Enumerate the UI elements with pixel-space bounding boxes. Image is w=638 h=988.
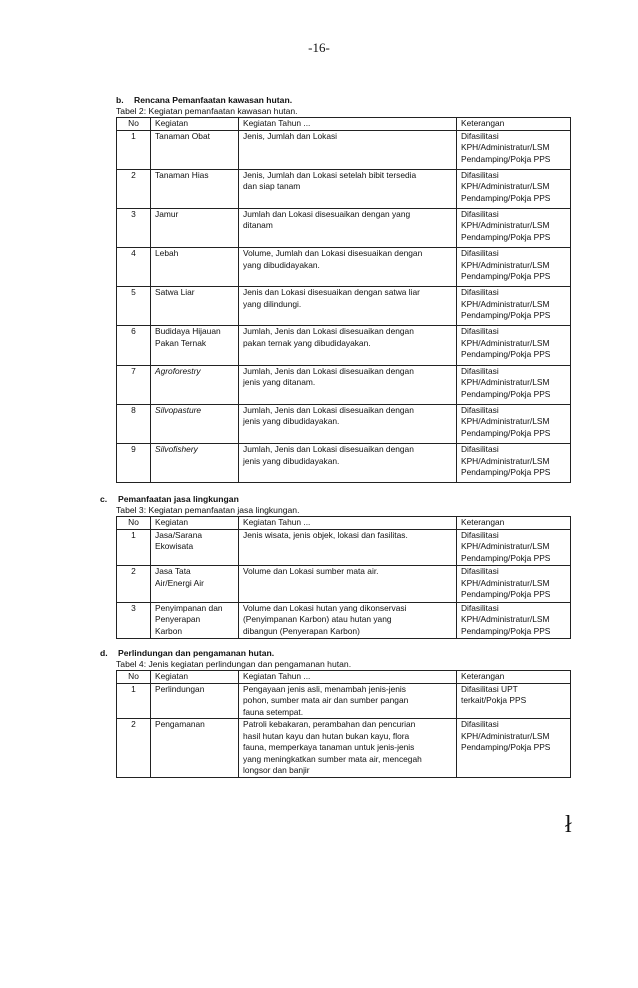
table-row xyxy=(117,683,571,719)
activity-cell xyxy=(151,444,239,483)
column-header: Kegiatan Tahun ... xyxy=(239,671,457,684)
cell-line: Jumlah, Jenis dan Lokasi disesuaikan dengan xyxy=(243,444,414,454)
remarks-cell xyxy=(457,287,571,326)
cell-line: Silvopasture xyxy=(155,404,202,415)
cell-line: Jasa Tata xyxy=(155,566,191,576)
column-header: Kegiatan Tahun ... xyxy=(239,517,457,530)
column-header: No xyxy=(117,517,151,530)
cell-line: Tanaman Hias xyxy=(155,169,209,180)
cell-line: jenis yang dibudidayakan. xyxy=(243,455,340,466)
row-number: 1 xyxy=(117,683,151,719)
cell-line: Difasilitasi xyxy=(461,169,499,180)
cell-line: yang dilindungi. xyxy=(243,298,302,309)
table-row xyxy=(117,602,571,639)
cell-line: Jasa/Sarana xyxy=(155,529,203,540)
cell-line: KPH/Administratur/LSM xyxy=(461,220,550,231)
remarks-cell xyxy=(457,404,571,443)
cell-line: Jenis, Jumlah dan Lokasi setelah bibit tersedia xyxy=(243,169,417,180)
table-header-row xyxy=(117,671,571,684)
cell-line: yang meningkatkan sumber mata air, mencegah xyxy=(243,753,422,764)
annual-activity-cell xyxy=(239,683,457,719)
column-header: Kegiatan xyxy=(151,517,239,530)
cell-line: Agroforestry xyxy=(155,365,201,376)
activity-cell xyxy=(151,208,239,247)
row-number: 2 xyxy=(117,566,151,603)
row-number: 2 xyxy=(117,169,151,208)
activity-cell xyxy=(151,248,239,287)
cell-line: Jumlah, Jenis dan Lokasi disesuaikan dengan xyxy=(243,365,414,376)
table-row xyxy=(117,365,571,404)
cell-line: Difasilitasi xyxy=(461,326,499,337)
row-number: 9 xyxy=(117,444,151,483)
annual-activity-cell xyxy=(239,529,457,566)
table-row xyxy=(117,130,571,169)
cell-line: hasil hutan kayu dan hutan bukan kayu, flora xyxy=(243,730,410,741)
annual-activity-cell xyxy=(239,404,457,443)
activity-cell xyxy=(151,365,239,404)
remarks-cell xyxy=(457,602,571,639)
cell-line: KPH/Administratur/LSM xyxy=(461,181,550,192)
cell-line: ditanam xyxy=(243,220,273,231)
annual-activity-cell xyxy=(239,566,457,603)
column-header: Kegiatan xyxy=(151,118,239,131)
column-header: Keterangan xyxy=(457,118,571,131)
row-number: 1 xyxy=(117,130,151,169)
table-caption: Tabel 4: Jenis kegiatan perlindungan dan pengamanan hutan. xyxy=(116,659,352,669)
section-title-text: Rencana Pemanfaatan kawasan hutan. xyxy=(134,95,293,105)
cell-line: KPH/Administratur/LSM xyxy=(461,377,550,388)
section-b xyxy=(116,95,571,483)
cell-line: Difasilitasi xyxy=(461,529,499,540)
cell-line: Jumlah, Jenis dan Lokasi disesuaikan dengan xyxy=(243,404,414,415)
cell-line: Budidaya Hijauan xyxy=(155,326,221,337)
cell-line: Silvofishery xyxy=(155,444,198,454)
section-title xyxy=(100,494,571,505)
cell-line: KPH/Administratur/LSM xyxy=(461,337,550,348)
cell-line: Jenis wisata, jenis objek, lokasi dan fasilitas. xyxy=(243,529,408,540)
activity-cell xyxy=(151,169,239,208)
table-row xyxy=(117,529,571,566)
cell-line: KPH/Administratur/LSM xyxy=(461,541,550,551)
remarks-cell xyxy=(457,326,571,365)
cell-line: longsor dan banjir xyxy=(243,765,310,775)
column-header: No xyxy=(117,118,151,131)
cell-line: KPH/Administratur/LSM xyxy=(461,259,550,270)
section-c xyxy=(100,494,571,639)
row-number: 3 xyxy=(117,208,151,247)
activity-cell xyxy=(151,602,239,639)
section-marker: b. xyxy=(116,95,124,105)
cell-line: Pendamping/Pokja PPS xyxy=(461,192,551,203)
cell-line: (Penyimpanan Karbon) atau hutan yang xyxy=(243,614,392,624)
activity-table xyxy=(116,670,571,778)
annual-activity-cell xyxy=(239,130,457,169)
cell-line: Pendamping/Pokja PPS xyxy=(461,231,551,242)
cell-line: Pendamping/Pokja PPS xyxy=(461,625,551,636)
cell-line: Volume dan Lokasi sumber mata air. xyxy=(243,566,379,576)
cell-line: Jumlah dan Lokasi disesuaikan dengan yang xyxy=(243,208,411,219)
cell-line: Difasilitasi xyxy=(461,404,499,415)
cell-line: Volume dan Lokasi hutan yang dikonservasi xyxy=(243,602,407,613)
activity-cell xyxy=(151,683,239,719)
cell-line: Pakan Ternak xyxy=(155,337,207,348)
cell-line: Difasilitasi xyxy=(461,248,499,259)
section-title xyxy=(100,648,571,659)
cell-line: Difasilitasi xyxy=(461,719,499,729)
cell-line: Difasilitasi xyxy=(461,208,499,219)
cell-line: Difasilitasi xyxy=(461,287,499,298)
table-header-row xyxy=(117,517,571,530)
annual-activity-cell xyxy=(239,169,457,208)
row-number: 7 xyxy=(117,365,151,404)
section-marker: d. xyxy=(100,648,108,658)
cell-line: Pendamping/Pokja PPS xyxy=(461,427,551,438)
section-title-text: Perlindungan dan pengamanan hutan. xyxy=(118,648,275,658)
cell-line: Lebah xyxy=(155,248,179,259)
table-caption: Tabel 2: Kegiatan pemanfaatan kawasan hutan. xyxy=(116,106,298,116)
table-row xyxy=(117,169,571,208)
cell-line: Volume, Jumlah dan Lokasi disesuaikan dengan xyxy=(243,248,423,259)
cell-line: fauna, memperkaya tanaman untuk jenis-jenis xyxy=(243,742,415,752)
activity-cell xyxy=(151,719,239,778)
cell-line: Pendamping/Pokja PPS xyxy=(461,742,551,752)
column-header: Keterangan xyxy=(457,671,571,684)
row-number: 8 xyxy=(117,404,151,443)
activity-cell xyxy=(151,130,239,169)
table-row xyxy=(117,719,571,778)
cell-line: Tanaman Obat xyxy=(155,130,210,141)
cell-line: yang dibudidayakan. xyxy=(243,259,320,270)
remarks-cell xyxy=(457,130,571,169)
annual-activity-cell xyxy=(239,719,457,778)
cell-line: KPH/Administratur/LSM xyxy=(461,455,550,466)
remarks-cell xyxy=(457,365,571,404)
cell-line: dibangun (Penyerapan Karbon) xyxy=(243,625,360,636)
cell-line: KPH/Administratur/LSM xyxy=(461,730,550,741)
cell-line: Jumlah, Jenis dan Lokasi disesuaikan dengan xyxy=(243,326,414,337)
row-number: 2 xyxy=(117,719,151,778)
cell-line: Pengamanan xyxy=(155,719,205,729)
cell-line: Pendamping/Pokja PPS xyxy=(461,310,551,321)
section-d xyxy=(100,648,571,778)
cell-line: Pendamping/Pokja PPS xyxy=(461,552,551,563)
cell-line: Pendamping/Pokja PPS xyxy=(461,153,551,164)
cell-line: jenis yang ditanam. xyxy=(243,377,316,388)
column-header: Kegiatan xyxy=(151,671,239,684)
activity-cell xyxy=(151,529,239,566)
cell-line: jenis yang dibudidayakan. xyxy=(243,416,340,427)
cell-line: Pendamping/Pokja PPS xyxy=(461,388,551,399)
cell-line: Difasilitasi xyxy=(461,130,499,141)
cell-line: Pendamping/Pokja PPS xyxy=(461,467,551,477)
cell-line: KPH/Administratur/LSM xyxy=(461,614,550,624)
cell-line: pohon, sumber mata air dan sumber pangan xyxy=(243,695,409,705)
table-row xyxy=(117,326,571,365)
section-title-text: Pemanfaatan jasa lingkungan xyxy=(118,494,239,504)
cell-line: Difasilitasi xyxy=(461,444,499,454)
section-marker: c. xyxy=(100,494,108,504)
annual-activity-cell xyxy=(239,248,457,287)
remarks-cell xyxy=(457,719,571,778)
table-caption: Tabel 3: Kegiatan pemanfaatan jasa lingkungan. xyxy=(116,505,300,515)
cell-line: Satwa Liar xyxy=(155,287,195,298)
cell-line: Difasilitasi xyxy=(461,602,499,613)
remarks-cell xyxy=(457,248,571,287)
cell-line: pakan ternak yang dibudidayakan. xyxy=(243,337,371,348)
table-row xyxy=(117,404,571,443)
cell-line: Penyerapan xyxy=(155,614,201,624)
cell-line: Karbon xyxy=(155,625,183,636)
remarks-cell xyxy=(457,529,571,566)
annual-activity-cell xyxy=(239,365,457,404)
annual-activity-cell xyxy=(239,602,457,639)
cell-line: Difasilitasi xyxy=(461,566,499,576)
cell-line: Difasilitasi xyxy=(461,365,499,376)
table-row xyxy=(117,248,571,287)
column-header: Keterangan xyxy=(457,517,571,530)
cell-line: Perlindungan xyxy=(155,683,205,694)
annual-activity-cell xyxy=(239,444,457,483)
table-row xyxy=(117,444,571,483)
page-number: -16- xyxy=(308,40,330,55)
remarks-cell xyxy=(457,566,571,603)
cell-line: Patroli kebakaran, perambahan dan pencurian xyxy=(243,719,416,729)
cell-line: Pendamping/Pokja PPS xyxy=(461,271,551,282)
activity-table xyxy=(116,117,571,483)
cell-line: KPH/Administratur/LSM xyxy=(461,142,550,152)
activity-cell xyxy=(151,326,239,365)
cell-line: KPH/Administratur/LSM xyxy=(461,298,550,309)
cell-line: Jenis dan Lokasi disesuaikan dengan satwa liar xyxy=(243,287,420,298)
remarks-cell xyxy=(457,683,571,719)
cell-line: Jenis, Jumlah dan Lokasi xyxy=(243,130,338,141)
table-row xyxy=(117,287,571,326)
row-number: 1 xyxy=(117,529,151,566)
cell-line: Difasilitasi UPT xyxy=(461,683,518,694)
activity-cell xyxy=(151,404,239,443)
remarks-cell xyxy=(457,208,571,247)
cell-line: Jamur xyxy=(155,208,179,219)
cell-line: Penyimpanan dan xyxy=(155,602,223,613)
annual-activity-cell xyxy=(239,326,457,365)
cell-line: Pendamping/Pokja PPS xyxy=(461,589,551,599)
cell-line: KPH/Administratur/LSM xyxy=(461,416,550,427)
activity-table xyxy=(116,516,571,639)
section-title xyxy=(116,95,571,106)
column-header: Kegiatan Tahun ... xyxy=(239,118,457,131)
row-number: 5 xyxy=(117,287,151,326)
remarks-cell xyxy=(457,169,571,208)
annual-activity-cell xyxy=(239,208,457,247)
row-number: 6 xyxy=(117,326,151,365)
remarks-cell xyxy=(457,444,571,483)
cell-line: KPH/Administratur/LSM xyxy=(461,577,550,588)
table-row xyxy=(117,566,571,603)
annual-activity-cell xyxy=(239,287,457,326)
row-number: 3 xyxy=(117,602,151,639)
table-row xyxy=(117,208,571,247)
cell-line: dan siap tanam xyxy=(243,181,301,192)
row-number: 4 xyxy=(117,248,151,287)
cell-line: Air/Energi Air xyxy=(155,577,204,588)
cell-line: fauna setempat. xyxy=(243,706,304,717)
cell-line: terkait/Pokja PPS xyxy=(461,695,527,705)
activity-cell xyxy=(151,566,239,603)
cell-line: Pendamping/Pokja PPS xyxy=(461,349,551,360)
activity-cell xyxy=(151,287,239,326)
table-header-row xyxy=(117,118,571,131)
column-header: No xyxy=(117,671,151,684)
cell-line: Pengayaan jenis asli, menambah jenis-jenis xyxy=(243,683,406,694)
handwritten-initial-mark: ł xyxy=(565,812,572,838)
cell-line: Ekowisata xyxy=(155,541,194,551)
